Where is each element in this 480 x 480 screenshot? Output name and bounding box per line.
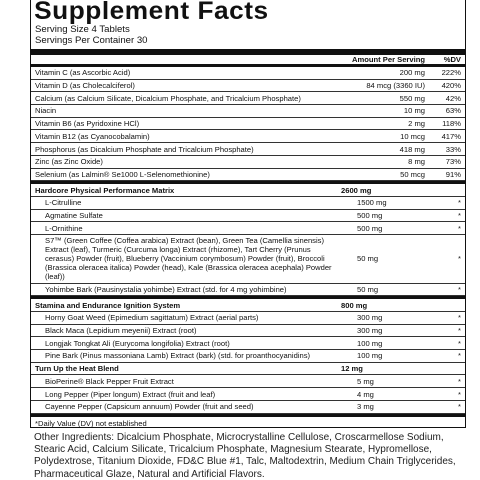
servings-per-container: Servings Per Container 30 <box>35 35 148 46</box>
ingredient-name: Hardcore Physical Performance Matrix <box>35 185 175 195</box>
ingredient-amount: 100 mg <box>357 351 383 361</box>
blend-header-row <box>31 299 465 312</box>
ingredient-amount: 100 mg <box>357 338 383 348</box>
nutrient-row <box>31 169 465 182</box>
ingredient-name: Stamina and Endurance Ignition System <box>35 300 181 310</box>
blend-ingredient-row <box>31 197 465 210</box>
ingredient-dv: * <box>458 198 461 208</box>
ingredient-dv: 118% <box>442 119 461 129</box>
ingredient-name: Niacin <box>35 106 57 116</box>
ingredient-amount: 50 mcg <box>400 169 425 179</box>
ingredient-amount: 8 mg <box>408 157 425 167</box>
ingredient-dv: * <box>458 338 461 348</box>
ingredient-name: Calcium (as Calcium Silicate, Dicalcium Phosphate, and Tricalcium Phosphate) <box>35 93 301 103</box>
ingredient-amount: 4 mg <box>357 389 374 399</box>
blend-ingredient-row <box>31 210 465 223</box>
blend-header-row <box>31 363 465 376</box>
ingredient-dv: * <box>458 313 461 323</box>
ingredient-amount: 10 mcg <box>400 131 425 141</box>
ingredient-amount: 500 mg <box>357 210 383 220</box>
vitamin-list <box>31 67 465 181</box>
ingredient-name: Long Pepper (Piper longum) Extract (fruit and leaf) <box>45 389 216 399</box>
blend-stamina-system <box>31 299 465 362</box>
nutrient-row <box>31 156 465 169</box>
ingredient-dv: * <box>458 285 461 295</box>
ingredient-name: Turn Up the Heat Blend <box>35 364 119 374</box>
ingredient-name: Selenium (as Lalmin® Se1000 L-Selenomethionine) <box>35 169 210 179</box>
nutrient-row <box>31 143 465 156</box>
ingredient-dv: 420% <box>441 81 461 91</box>
ingredient-name: S7™ (Green Coffee (Coffea arabica) Extract (bean), Green Tea (Camellia sinensis) Extract (leaf), Turmeric (Curcuma longa) Extract (rhizome), Tart Cherry (Prunus cerasus) Powder (fruit), Blueberry (Vaccinium corymbosum) Powder (fruit), Broccoli (Brassica oleracea italica) Powder (head), Kale (Brassica oleracea acephala) Powder (leaf)) <box>45 236 332 282</box>
ingredient-amount: 300 mg <box>357 313 383 323</box>
ingredient-amount: 418 mg <box>399 144 425 154</box>
ingredient-dv: * <box>458 351 461 361</box>
supplement-facts-panel <box>30 0 466 428</box>
blend-ingredient-row <box>31 388 465 401</box>
ingredient-amount: 2600 mg <box>341 185 372 195</box>
ingredient-dv: * <box>458 326 461 336</box>
ingredient-dv: 33% <box>445 144 461 154</box>
footnote: *Daily Value (DV) not established <box>35 418 147 428</box>
blend-ingredient-row <box>31 350 465 363</box>
ingredient-name: BioPerine® Black Pepper Fruit Extract <box>45 376 174 386</box>
ingredient-dv: 91% <box>445 169 461 179</box>
blend-ingredient-row <box>31 325 465 338</box>
other-ingredients: Other Ingredients: Dicalcium Phosphate, Microcrystalline Cellulose, Croscarmellose Sodium, Stearic Acid, Calcium Silicate, Tricalcium Phosphate, Magnesium Stearate, Hypromellose, Polydextrose, Titanium Dioxide, FD&C Blue #1, Talc, Maltodextrin, Medium Chain Triglycerides, Pharmaceutical Glaze, Natural and Artificial Flavors. <box>34 432 456 480</box>
ingredient-amount: 50 mg <box>357 254 379 264</box>
ingredient-dv: * <box>458 376 461 386</box>
dv-header: %DV <box>443 55 461 64</box>
ingredient-name: Vitamin B12 (as Cyanocobalamin) <box>35 131 150 141</box>
ingredient-name: Pine Bark (Pinus massoniana Lamb) Extract (bark) (std. for proanthocyanidins) <box>45 351 311 361</box>
ingredient-amount: 200 mg <box>399 68 425 78</box>
ingredient-name: Black Maca (Lepidium meyenii) Extract (root) <box>45 326 197 336</box>
blend-ingredient-row <box>31 235 465 284</box>
serving-size: Serving Size 4 Tablets <box>35 24 130 35</box>
ingredient-name: Cayenne Pepper (Capsicum annuum) Powder (fruit and seed) <box>45 402 254 412</box>
ingredient-dv: 63% <box>445 106 461 116</box>
ingredient-name: L-Ornithine <box>45 223 83 233</box>
ingredient-amount: 300 mg <box>357 326 383 336</box>
amount-header: Amount Per Serving <box>352 55 425 64</box>
blend-ingredient-row <box>31 375 465 388</box>
blend-ingredient-row <box>31 401 465 414</box>
blend-performance-matrix <box>31 184 465 296</box>
blend-ingredient-row <box>31 222 465 235</box>
ingredient-amount: 500 mg <box>357 223 383 233</box>
ingredient-dv: 73% <box>445 157 461 167</box>
ingredient-dv: * <box>458 210 461 220</box>
ingredient-amount: 12 mg <box>341 364 363 374</box>
ingredient-amount: 550 mg <box>399 93 425 103</box>
ingredient-amount: 2 mg <box>408 119 425 129</box>
ingredient-name: Zinc (as Zinc Oxide) <box>35 157 103 167</box>
ingredient-dv: 222% <box>441 68 461 78</box>
blend-ingredient-row <box>31 337 465 350</box>
ingredient-name: Vitamin D (as Cholecalciferol) <box>35 81 135 91</box>
ingredient-amount: 50 mg <box>357 285 379 295</box>
ingredient-dv: * <box>458 223 461 233</box>
column-header <box>31 55 465 67</box>
nutrient-row <box>31 105 465 118</box>
ingredient-amount: 3 mg <box>357 402 374 412</box>
ingredient-name: Horny Goat Weed (Epimedium sagittatum) Extract (aerial parts) <box>45 313 259 323</box>
blend-header-row <box>31 184 465 197</box>
nutrient-row <box>31 130 465 143</box>
ingredient-name: Agmatine Sulfate <box>45 210 103 220</box>
ingredient-dv: 42% <box>445 93 461 103</box>
nutrient-row <box>31 67 465 80</box>
ingredient-dv: * <box>458 389 461 399</box>
ingredient-amount: 1500 mg <box>357 198 387 208</box>
ingredient-amount: 800 mg <box>341 300 368 310</box>
ingredient-amount: 10 mg <box>403 106 425 116</box>
ingredient-name: L-Citrulline <box>45 198 82 208</box>
blend-ingredient-row <box>31 284 465 297</box>
nutrient-row <box>31 92 465 105</box>
ingredient-amount: 5 mg <box>357 376 374 386</box>
blend-heat-blend <box>31 363 465 414</box>
ingredient-name: Yohimbe Bark (Pausinystalia yohimbe) Extract (std. for 4 mg yohimbine) <box>45 285 287 295</box>
ingredient-name: Vitamin B6 (as Pyridoxine HCl) <box>35 119 140 129</box>
ingredient-dv: 417% <box>441 131 461 141</box>
nutrient-row <box>31 80 465 93</box>
ingredient-name: Longjak Tongkat Ali (Eurycoma longifolia) Extract (root) <box>45 338 230 348</box>
ingredient-dv: * <box>458 402 461 412</box>
blend-ingredient-row <box>31 312 465 325</box>
panel-title: Supplement Facts <box>34 0 269 25</box>
ingredient-name: Phosphorus (as Dicalcium Phosphate and Tricalcium Phosphate) <box>35 144 254 154</box>
ingredient-name: Vitamin C (as Ascorbic Acid) <box>35 68 131 78</box>
nutrient-row <box>31 118 465 131</box>
ingredient-amount: 84 mcg (3360 IU) <box>366 81 425 91</box>
ingredient-dv: * <box>458 254 461 264</box>
